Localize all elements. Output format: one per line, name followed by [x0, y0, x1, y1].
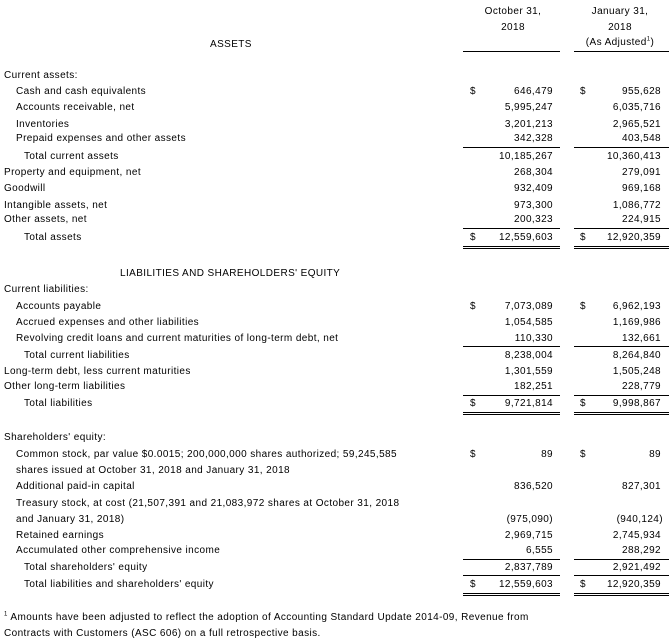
- dollar-sign: $: [470, 301, 476, 312]
- row-label-other-assets: Other assets, net: [4, 214, 87, 225]
- value-goodwill-jan: 969,168: [622, 183, 661, 194]
- col2-header-line1: January 31,: [591, 6, 649, 17]
- liabilities-title: LIABILITIES AND SHAREHOLDERS' EQUITY: [120, 268, 341, 279]
- value-prepaid-jan: 403,548: [622, 133, 661, 144]
- double-underline: [463, 412, 560, 413]
- row-label-total-current-assets: Total current assets: [24, 151, 119, 162]
- value-revolving-oct: 110,330: [514, 333, 553, 344]
- row-label-total-equity: Total shareholders' equity: [24, 562, 148, 573]
- current-assets-label: Current assets:: [4, 70, 78, 81]
- col1-header-line1: October 31,: [484, 6, 542, 17]
- value-total-assets-jan: 12,920,359: [606, 232, 661, 243]
- header-underline-col2: [574, 51, 669, 52]
- double-underline: [574, 248, 669, 249]
- dollar-sign: $: [580, 232, 586, 243]
- dollar-sign: $: [580, 86, 586, 97]
- value-other-assets-jan: 224,915: [622, 214, 661, 225]
- value-other-lt-jan: 228,779: [622, 381, 661, 392]
- value-tcl-oct: 8,238,004: [504, 350, 553, 361]
- dollar-sign: $: [580, 301, 586, 312]
- value-ltd-oct: 1,301,559: [504, 366, 553, 377]
- value-ppe-jan: 279,091: [622, 167, 661, 178]
- row-label-ltd: Long-term debt, less current maturities: [4, 366, 191, 377]
- value-tcl-jan: 8,264,840: [612, 350, 661, 361]
- row-label-goodwill: Goodwill: [4, 183, 46, 194]
- value-retained-oct: 2,969,715: [504, 530, 553, 541]
- row-label-total-assets: Total assets: [24, 232, 82, 243]
- value-treasury-oct: (975,090): [506, 514, 553, 525]
- value-other-assets-oct: 200,323: [514, 214, 553, 225]
- col2-header-line3: (As Adjusted$^1$): [585, 36, 655, 48]
- value-inv-oct: 3,201,213: [504, 119, 553, 130]
- row-label-ar: Accounts receivable, net: [16, 102, 135, 113]
- value-treasury-jan: (940,124): [616, 514, 663, 525]
- row-label-retained: Retained earnings: [16, 530, 104, 541]
- row-label-intangible: Intangible assets, net: [4, 200, 108, 211]
- value-other-lt-oct: 182,251: [514, 381, 553, 392]
- value-accrued-jan: 1,169,986: [612, 317, 661, 328]
- value-tca-jan: 10,360,413: [606, 151, 661, 162]
- value-accrued-oct: 1,054,585: [504, 317, 553, 328]
- subtotal-line: [574, 559, 669, 560]
- value-ppe-oct: 268,304: [514, 167, 553, 178]
- dollar-sign: $: [470, 449, 476, 460]
- subtotal-line: [574, 147, 669, 148]
- value-intangible-jan: 1,086,772: [612, 200, 661, 211]
- value-ap-jan: 6,962,193: [612, 301, 661, 312]
- value-cash-oct: 646,479: [514, 86, 553, 97]
- value-total-assets-oct: 12,559,603: [498, 232, 553, 243]
- row-label-common-line1: Common stock, par value $0.0015; 200,000,000 shares authorized; 59,245,585: [16, 449, 397, 460]
- value-ar-oct: 5,995,247: [504, 102, 553, 113]
- value-aoci-oct: 6,555: [525, 545, 553, 556]
- row-label-ppe: Property and equipment, net: [4, 167, 141, 178]
- subtotal-line: [574, 228, 669, 229]
- dollar-sign: $: [580, 449, 586, 460]
- footnote-line2: Contracts with Customers (ASC 606) on a full retrospective basis.: [4, 628, 321, 639]
- current-liabilities-label: Current liabilities:: [4, 284, 89, 295]
- value-intangible-oct: 973,300: [514, 200, 553, 211]
- subtotal-line: [574, 346, 669, 347]
- value-prepaid-oct: 342,328: [514, 133, 553, 144]
- subtotal-line: [574, 395, 669, 396]
- subtotal-line: [463, 228, 560, 229]
- double-underline: [463, 414, 560, 415]
- row-label-treasury-line2: and January 31, 2018): [16, 514, 125, 525]
- row-label-common-line2: shares issued at October 31, 2018 and January 31, 2018: [16, 465, 290, 476]
- double-underline: [463, 246, 560, 247]
- value-tse-oct: 2,837,789: [504, 562, 553, 573]
- dollar-sign: $: [470, 398, 476, 409]
- row-label-aoci: Accumulated other comprehensive income: [16, 545, 221, 556]
- value-tse-jan: 2,921,492: [612, 562, 661, 573]
- value-tlse-oct: 12,559,603: [498, 579, 553, 590]
- value-revolving-jan: 132,661: [622, 333, 661, 344]
- row-label-ap: Accounts payable: [16, 301, 102, 312]
- double-underline: [574, 595, 669, 596]
- value-goodwill-oct: 932,409: [514, 183, 553, 194]
- row-label-prepaid: Prepaid expenses and other assets: [16, 133, 186, 144]
- row-label-total-liab-equity: Total liabilities and shareholders' equity: [24, 579, 214, 590]
- value-cash-jan: 955,628: [622, 86, 661, 97]
- value-apic-jan: 827,301: [622, 481, 661, 492]
- value-ar-jan: 6,035,716: [612, 102, 661, 113]
- row-label-revolving: Revolving credit loans and current maturities of long-term debt, net: [16, 333, 339, 344]
- value-tca-oct: 10,185,267: [498, 151, 553, 162]
- value-aoci-jan: 288,292: [622, 545, 661, 556]
- col1-header-line2: 2018: [501, 22, 525, 33]
- value-inv-jan: 2,965,521: [612, 119, 661, 130]
- row-label-apic: Additional paid-in capital: [16, 481, 135, 492]
- dollar-sign: $: [470, 579, 476, 590]
- double-underline: [574, 593, 669, 594]
- value-total-liab-oct: 9,721,814: [504, 398, 553, 409]
- row-label-accrued: Accrued expenses and other liabilities: [16, 317, 200, 328]
- subtotal-line: [463, 559, 560, 560]
- row-label-treasury-line1: Treasury stock, at cost (21,507,391 and 21,083,972 shares at October 31, 2018: [16, 498, 400, 509]
- subtotal-line: [463, 395, 560, 396]
- header-underline-col1: [463, 51, 560, 52]
- row-label-inventories: Inventories: [16, 119, 70, 130]
- subtotal-line: [574, 575, 669, 576]
- value-ltd-jan: 1,505,248: [612, 366, 661, 377]
- value-common-oct: 89: [541, 449, 553, 460]
- double-underline: [574, 412, 669, 413]
- dollar-sign: $: [470, 86, 476, 97]
- subtotal-line: [463, 346, 560, 347]
- col2-header-line2: 2018: [608, 22, 632, 33]
- dollar-sign: $: [580, 398, 586, 409]
- row-label-total-current-liabilities: Total current liabilities: [24, 350, 130, 361]
- row-label-cash: Cash and cash equivalents: [16, 86, 147, 97]
- dollar-sign: $: [580, 579, 586, 590]
- row-label-total-liabilities: Total liabilities: [24, 398, 93, 409]
- double-underline: [463, 593, 560, 594]
- double-underline: [463, 595, 560, 596]
- value-apic-oct: 836,520: [514, 481, 553, 492]
- double-underline: [574, 246, 669, 247]
- value-ap-oct: 7,073,089: [504, 301, 553, 312]
- dollar-sign: $: [470, 232, 476, 243]
- value-common-jan: 89: [649, 449, 661, 460]
- value-total-liab-jan: 9,998,867: [612, 398, 661, 409]
- assets-title: ASSETS: [210, 39, 252, 50]
- equity-label: Shareholders' equity:: [4, 432, 107, 443]
- row-label-other-lt: Other long-term liabilities: [4, 381, 126, 392]
- double-underline: [463, 248, 560, 249]
- value-tlse-jan: 12,920,359: [606, 579, 661, 590]
- value-retained-jan: 2,745,934: [612, 530, 661, 541]
- subtotal-line: [463, 147, 560, 148]
- footnote-line1: $^1$ Amounts have been adjusted to reflect the adoption of Accounting Standard Update 2014-09, Revenue from: [4, 611, 529, 623]
- subtotal-line: [463, 575, 560, 576]
- double-underline: [574, 414, 669, 415]
